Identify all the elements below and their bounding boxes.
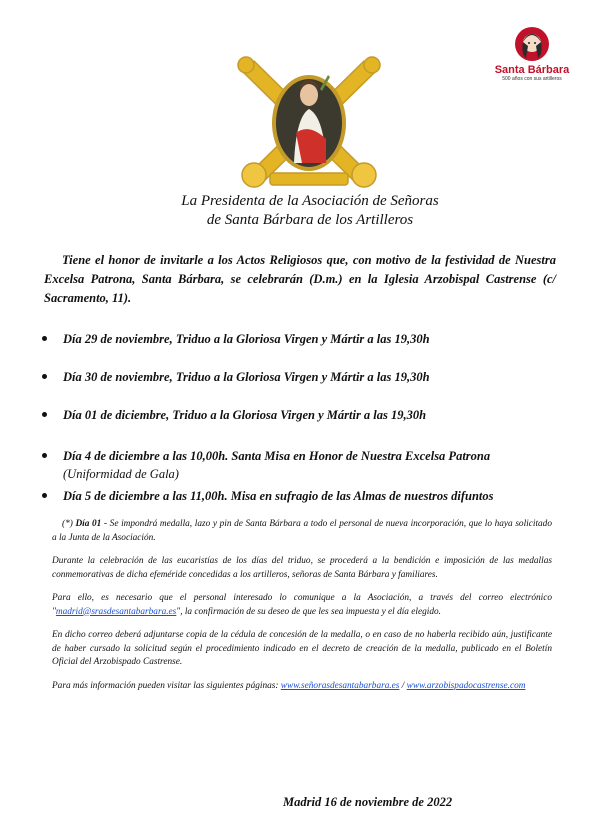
event-text: Día 29 de noviembre, Triduo a la Gloriosa Virgen y Mártir a las 19,30h [63, 332, 430, 346]
intro-paragraph: Tiene el honor de invitarle a los Actos Religiosos que, con motivo de la festividad de Nuestra Excelsa Patrona, Santa Bárbara, se celebrarán (D.m.) en la Iglesia Arzobispal Castrense (c/ Sacramento, 11). [44, 253, 556, 305]
heading-line-2: de Santa Bárbara de los Artilleros [206, 212, 414, 228]
event-text: Día 5 de diciembre a las 11,00h. Misa en sufragio de las Almas de nuestros difuntos [63, 489, 494, 503]
heading-line-1: La Presidenta de la Asociación de Señoras [181, 193, 439, 209]
invitation-heading [100, 192, 520, 230]
event-text: Día 4 de diciembre a las 10,00h. Santa Misa en Honor de Nuestra Excelsa Patrona [63, 449, 491, 463]
logo-name: Santa Bárbara [494, 64, 570, 76]
date-signoff: Madrid 16 de noviembre de 2022 [283, 795, 453, 809]
event-item [42, 447, 572, 483]
event-subtext: (Uniformidad de Gala) [63, 467, 179, 481]
bullet-dot [42, 374, 47, 379]
link-separator: / [399, 680, 407, 691]
note-text: ", la confirmación de su deseo de que les sea impuesta y el día elegido. [176, 606, 441, 617]
event-text: Día 01 de diciembre, Triduo a la Gloriosa Virgen y Mártir a las 19,30h [63, 408, 427, 422]
note-text: Para más información pueden visitar las siguientes páginas: [52, 680, 281, 691]
note-attachment: En dicho correo deberá adjuntarse copia de la cédula de concesión de la medalla, o en caso de no haberla recibido aún, justificante de haber cursado la solicitud según el procedimiento indicado en el decreto de creación de la medalla, publicado en el Boletín Oficial del Arzobispado Castrense. [52, 630, 552, 667]
bullet-dot [42, 453, 47, 458]
note-day-label: Día 01 - [75, 519, 108, 529]
note-prefix: (*) [62, 519, 76, 529]
note-text: Para ello, es necesario que el personal interesado lo comunique a la Asociación, a través del correo electrónico " [52, 593, 552, 617]
crossed-cannons-portrait-icon [236, 55, 382, 195]
email-link[interactable]: madrid@srasdesantabarbara.es [55, 606, 177, 617]
event-item [42, 368, 572, 386]
bullet-dot [42, 336, 47, 341]
event-item [42, 406, 572, 424]
website-link-arzobispado[interactable]: www.arzobispadocastrense.com [406, 680, 526, 691]
bullet-dot [42, 412, 47, 417]
note-medal [52, 518, 552, 545]
event-item [42, 487, 572, 505]
bullet-dot [42, 493, 47, 498]
note-text: Se impondrá medalla, lazo y pin de Santa Bárbara a todo el personal de nueva incorporación, que lo haya solicitado a la Junta de la Asociación. [52, 519, 552, 543]
note-triduo: Durante la celebración de las eucaristías de los días del triduo, se procederá a la bendición e imposición de las medallas conmemorativas de dicha efeméride concedidas a los artilleros, señoras de Santa Bárbara y familiares. [52, 556, 552, 580]
notes-section [52, 518, 552, 703]
note-more-info [52, 680, 552, 694]
santa-barbara-portrait-icon [514, 26, 550, 62]
event-text: Día 30 de noviembre, Triduo a la Gloriosa Virgen y Mártir a las 19,30h [63, 370, 430, 384]
note-email [52, 592, 552, 619]
santa-barbara-logo [482, 26, 582, 96]
event-item [42, 330, 572, 348]
logo-tagline: 500 años con sus artilleros [502, 76, 562, 82]
website-link-senoras[interactable]: www.señorasdesantabarbara.es [280, 680, 400, 691]
